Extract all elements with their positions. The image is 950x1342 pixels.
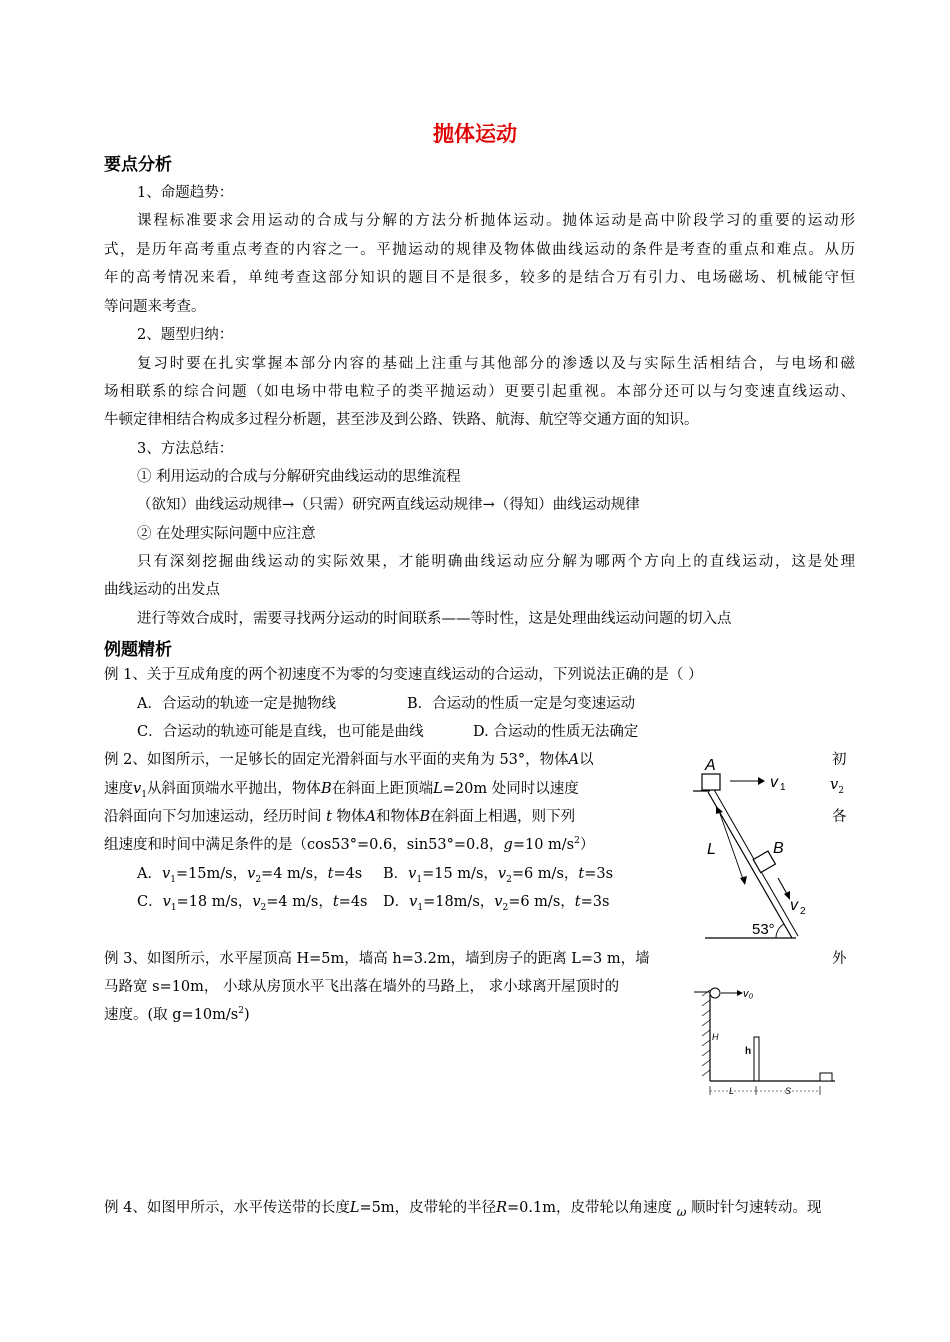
page-title: 抛体运动	[433, 122, 517, 146]
item-trend-heading: 1、命题趋势：	[137, 185, 234, 201]
example-3-line-1-end: 外	[832, 951, 847, 967]
label-v0: v₀	[743, 988, 754, 1000]
example-1-option-c: C．合运动的轨迹可能是直线，也可能是曲线	[137, 724, 424, 740]
label-l: L	[707, 841, 716, 858]
example-2-line-1-end: 初	[832, 752, 847, 768]
item-types-heading: 2、题型归纳：	[137, 327, 234, 343]
example-2-line-1: 例 2、如图所示，一足够长的固定光滑斜面与水平面的夹角为 53°，物体A以	[104, 752, 594, 768]
ball	[710, 988, 720, 998]
label-h-roof: H	[712, 1032, 719, 1042]
v1-arrowhead	[758, 777, 765, 785]
example-2-line-4: 组速度和时间中满足条件的是（cos53°=0.6，sin53°=0.8，g=10 $m/s^2$）	[104, 836, 595, 853]
paragraph-line: 场相联系的综合问题（如电场中带电粒子的类平抛运动）更要引起重视。本部分还可以与匀变速直线运动、	[104, 384, 855, 400]
block-a	[702, 774, 720, 790]
label-v2-sub: 2	[800, 906, 806, 917]
house-hatching	[702, 990, 710, 1076]
example-1-stem: 例 1、关于互成角度的两个初速度不为零的匀变速直线运动的合运动，下列说法正确的是（ ）	[104, 667, 703, 683]
paragraph-line: 年的高考情况来看，单纯考查这部分知识的题目不是很多，较多的是结合万有引力、电场磁场、机械能守恒	[104, 270, 855, 286]
example-1-option-d: D. 合运动的性质无法确定	[473, 724, 639, 740]
example-3-line-1: 例 3、如图所示，水平屋顶高 H=5m，墙高 h=3.2m，墙到房子的距离 L=3 m，墙	[104, 951, 650, 967]
example-2-line-3: 沿斜面向下匀加速运动，经历时间 t 物体A和物体B在斜面上相遇，则下列	[104, 809, 576, 825]
method-2: ② 在处理实际问题中应注意	[137, 526, 316, 542]
paragraph-line: 等问题来考查。	[104, 299, 206, 315]
paragraph-line: 曲线运动的出发点	[104, 582, 220, 598]
label-l-dim: L	[729, 1086, 735, 1096]
angle-arc	[776, 924, 784, 938]
v2-arrow	[778, 878, 787, 894]
method-1-flow: （欲知）曲线运动规律→（只需）研究两直线运动规律→（得知）曲线运动规律	[137, 497, 640, 513]
example-2-line-3-end: 各	[832, 809, 847, 825]
label-angle: 53°	[752, 921, 775, 938]
paragraph-line: 复习时要在扎实掌握本部分内容的基础上注重与其他部分的渗透以及与实际生活相结合，与电场和磁	[137, 356, 855, 372]
label-v1-sub: 1	[780, 782, 786, 793]
paragraph-line: 进行等效合成时，需要寻找两分运动的时间联系——等时性，这是处理曲线运动问题的切入点	[137, 611, 732, 627]
example-3-line-2: 马路宽 s=10m， 小球从房顶水平飞出落在墙外的马路上， 求小球离开屋顶时的	[104, 979, 620, 995]
example-2-line-2: 速度$v_1$从斜面顶端水平抛出，物体B在斜面上距顶端L=20m 处同时以速度	[104, 781, 579, 800]
label-a: A	[705, 757, 716, 774]
paragraph-line: 只有深刻挖掘曲线运动的实际效果，才能明确曲线运动应分解为哪两个方向上的直线运动，这是处理	[137, 554, 855, 570]
example-2-option-c: C．$v_1=18$ m/s，$v_2=4$ m/s，t=4s	[137, 894, 368, 913]
example-1-option-a: A．合运动的轨迹一定是抛物线	[137, 696, 336, 712]
method-1: ① 利用运动的合成与分解研究曲线运动的思维流程	[137, 469, 461, 485]
label-v2: v	[790, 897, 798, 914]
example-3-line-3: 速度。(取 $g=10m/s^2$)	[104, 1006, 250, 1023]
road-end-marker	[820, 1073, 832, 1081]
distance-l-arrowhead-bottom	[740, 876, 747, 885]
paragraph-line: 牛顿定律相结合构成多过程分析题，甚至涉及到公路、铁路、航海、航空等交通方面的知识。	[104, 412, 699, 428]
example-2-option-a: A．$v_1=15m/s$，$v_2=4$ m/s，t=4s	[137, 866, 363, 885]
example-2-option-d: D．$v_1=18m/s$，$v_2=6$ m/s，t=3s	[383, 894, 610, 913]
label-s-dim: S	[785, 1086, 792, 1096]
incline-surface	[708, 792, 792, 938]
label-h-wall: h	[745, 1046, 752, 1057]
section-heading-key-points: 要点分析	[104, 155, 172, 175]
paragraph-line: 式，是历年高考重点考查的内容之一。平抛运动的规律及物体做曲线运动的条件是考查的重点和难点。从历	[104, 242, 855, 258]
distance-l-arrowhead-top	[716, 806, 723, 814]
example-1-option-b: B．合运动的性质一定是匀变速运动	[407, 696, 636, 712]
wall	[754, 1037, 759, 1081]
label-b: B	[773, 840, 784, 857]
roof-wall-figure	[690, 982, 840, 1102]
example-2-line-2-end: $v_2$	[830, 777, 844, 796]
item-methods-heading: 3、方法总结：	[137, 441, 234, 457]
example-4-line-1: 例 4、如图甲所示，水平传送带的长度L=5m，皮带轮的半径R=0.1m，皮带轮以角速度 $_\omega$ 顺时针匀速转动。现	[104, 1200, 822, 1219]
label-v1: v	[770, 774, 778, 791]
section-heading-examples: 例题精析	[104, 640, 172, 660]
paragraph-line: 课程标准要求会用运动的合成与分解的方法分析抛体运动。抛体运动是高中阶段学习的重要的运动形	[137, 213, 855, 229]
example-2-option-b: B．$v_1=15$ m/s，$v_2=6$ m/s，t=3s	[383, 866, 614, 885]
incline-figure	[690, 750, 815, 945]
